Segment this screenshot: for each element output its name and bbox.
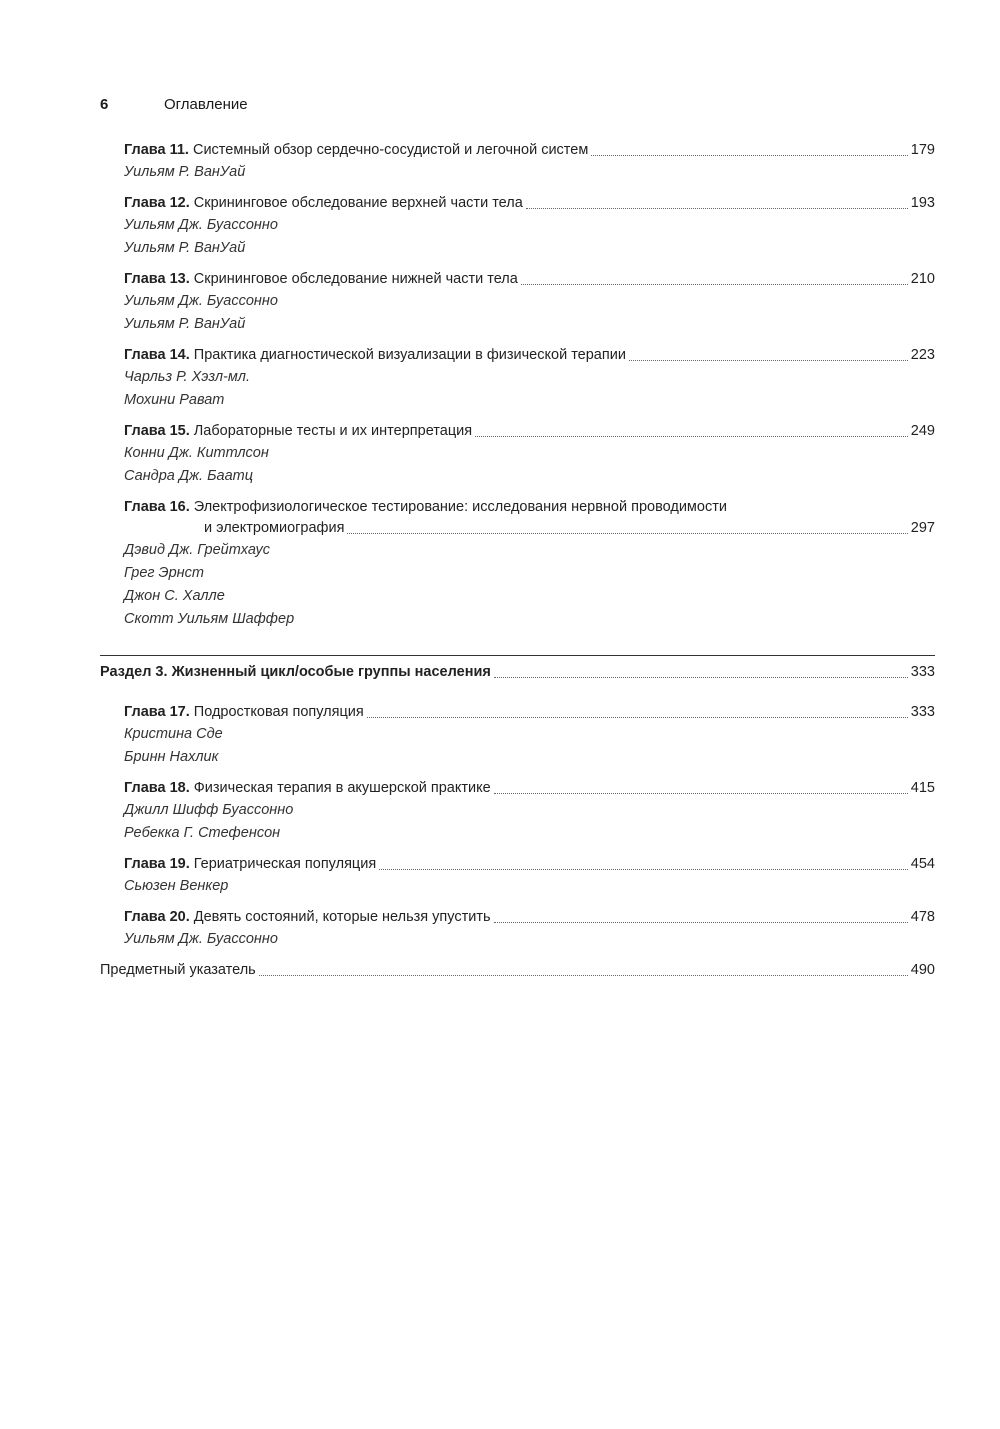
author: Скотт Уильям Шаффер bbox=[124, 611, 295, 627]
page-ref: 333 bbox=[910, 704, 935, 720]
section-divider bbox=[100, 655, 935, 656]
author: Кристина Сде bbox=[124, 726, 223, 742]
toc-entry-chapter-15 bbox=[100, 421, 935, 488]
chapter-title: Физическая терапия в акушерской практике bbox=[193, 780, 491, 796]
author: Сандра Дж. Баатц bbox=[124, 468, 254, 484]
chapter-title: Скрининговое обследование нижней части тела bbox=[193, 271, 518, 287]
author: Уильям Р. ВанУай bbox=[124, 164, 246, 180]
author: Грег Эрнст bbox=[124, 565, 204, 581]
leader-dots bbox=[591, 155, 907, 156]
chapter-label: Глава 14. bbox=[124, 347, 190, 363]
chapter-label: Глава 13. bbox=[124, 271, 190, 287]
chapter-line[interactable] bbox=[124, 193, 935, 214]
chapter-line[interactable] bbox=[124, 345, 935, 366]
chapter-line[interactable] bbox=[124, 854, 935, 875]
chapter-label: Глава 11. bbox=[124, 142, 189, 158]
table-of-contents bbox=[100, 140, 935, 981]
page-ref: 333 bbox=[910, 664, 935, 680]
leader-dots bbox=[494, 793, 908, 794]
running-header bbox=[100, 96, 248, 113]
leader-dots bbox=[475, 436, 908, 437]
author: Уильям Дж. Буассонно bbox=[124, 217, 278, 233]
author: Бринн Нахлик bbox=[124, 749, 219, 765]
author: Конни Дж. Киттлсон bbox=[124, 445, 269, 461]
chapter-title: Подростковая популяция bbox=[193, 704, 364, 720]
chapter-label: Глава 18. bbox=[124, 780, 190, 796]
chapter-title: Практика диагностической визуализации в физической терапии bbox=[193, 347, 626, 363]
chapter-title: Системный обзор сердечно-сосудистой и легочной систем bbox=[192, 142, 589, 158]
page-ref: 223 bbox=[910, 347, 935, 363]
author: Уильям Р. ВанУай bbox=[124, 240, 246, 256]
page-ref: 478 bbox=[910, 909, 935, 925]
chapter-label: Глава 15. bbox=[124, 423, 190, 439]
leader-dots bbox=[347, 533, 907, 534]
header-title: Оглавление bbox=[164, 96, 248, 113]
page-number: 6 bbox=[100, 96, 109, 113]
chapter-title: Гериатрическая популяция bbox=[193, 856, 377, 872]
chapter-label: Глава 16. bbox=[124, 499, 190, 515]
section-title: Жизненный цикл/особые группы населения bbox=[171, 664, 491, 680]
author: Джилл Шифф Буассонно bbox=[124, 802, 294, 818]
author: Уильям Дж. Буассонно bbox=[124, 293, 278, 309]
leader-dots bbox=[494, 677, 908, 678]
toc-entry-chapter-20 bbox=[100, 907, 935, 951]
chapter-label: Глава 12. bbox=[124, 195, 190, 211]
chapter-title: Девять состояний, которые нельзя упустить bbox=[193, 909, 491, 925]
page-ref: 193 bbox=[910, 195, 935, 211]
chapter-line[interactable] bbox=[124, 421, 935, 442]
chapter-line[interactable] bbox=[124, 269, 935, 290]
leader-dots bbox=[526, 208, 908, 209]
chapter-title: Скрининговое обследование верхней части тела bbox=[193, 195, 523, 211]
chapter-label: Глава 17. bbox=[124, 704, 190, 720]
chapter-title-continued: и электромиография bbox=[204, 520, 345, 536]
chapter-line[interactable] bbox=[124, 907, 935, 928]
section-line[interactable] bbox=[100, 662, 935, 683]
toc-entry-chapter-14 bbox=[100, 345, 935, 412]
toc-entry-index[interactable] bbox=[100, 960, 935, 981]
page-ref: 415 bbox=[910, 780, 935, 796]
author: Джон С. Халле bbox=[124, 588, 225, 604]
page-ref: 179 bbox=[910, 142, 935, 158]
toc-entry-chapter-13 bbox=[100, 269, 935, 336]
chapter-line[interactable] bbox=[124, 497, 935, 518]
leader-dots bbox=[494, 922, 908, 923]
toc-entry-chapter-17 bbox=[100, 702, 935, 769]
chapter-title: Лабораторные тесты и их интерпретация bbox=[193, 423, 473, 439]
leader-dots bbox=[379, 869, 908, 870]
toc-entry-chapter-16 bbox=[100, 497, 935, 631]
chapter-label: Глава 19. bbox=[124, 856, 190, 872]
toc-entry-section-3 bbox=[100, 662, 935, 683]
toc-entry-chapter-18 bbox=[100, 778, 935, 845]
chapter-label: Глава 20. bbox=[124, 909, 190, 925]
author: Мохини Рават bbox=[124, 392, 225, 408]
section-label: Раздел 3. bbox=[100, 664, 168, 680]
page-ref: 249 bbox=[910, 423, 935, 439]
chapter-title: Электрофизиологическое тестирование: исследования нервной проводимости bbox=[193, 499, 727, 515]
leader-dots bbox=[259, 975, 908, 976]
toc-entry-chapter-11 bbox=[100, 140, 935, 184]
page-ref: 297 bbox=[910, 520, 935, 536]
author: Сьюзен Венкер bbox=[124, 878, 229, 894]
chapter-line[interactable] bbox=[124, 140, 935, 161]
chapter-line-continued[interactable] bbox=[124, 518, 935, 539]
spacer bbox=[100, 692, 935, 702]
toc-entry-chapter-19 bbox=[100, 854, 935, 898]
page-ref: 210 bbox=[910, 271, 935, 287]
author: Уильям Дж. Буассонно bbox=[124, 931, 278, 947]
author: Ребекка Г. Стефенсон bbox=[124, 825, 281, 841]
index-title: Предметный указатель bbox=[100, 962, 256, 978]
chapter-line[interactable] bbox=[124, 778, 935, 799]
leader-dots bbox=[521, 284, 908, 285]
leader-dots bbox=[629, 360, 908, 361]
chapter-line[interactable] bbox=[124, 702, 935, 723]
leader-dots bbox=[367, 717, 908, 718]
author: Дэвид Дж. Грейтхаус bbox=[124, 542, 270, 558]
page-ref: 454 bbox=[910, 856, 935, 872]
author: Уильям Р. ВанУай bbox=[124, 316, 246, 332]
author: Чарльз Р. Хэзл-мл. bbox=[124, 369, 250, 385]
toc-entry-chapter-12 bbox=[100, 193, 935, 260]
page-ref: 490 bbox=[910, 962, 935, 978]
